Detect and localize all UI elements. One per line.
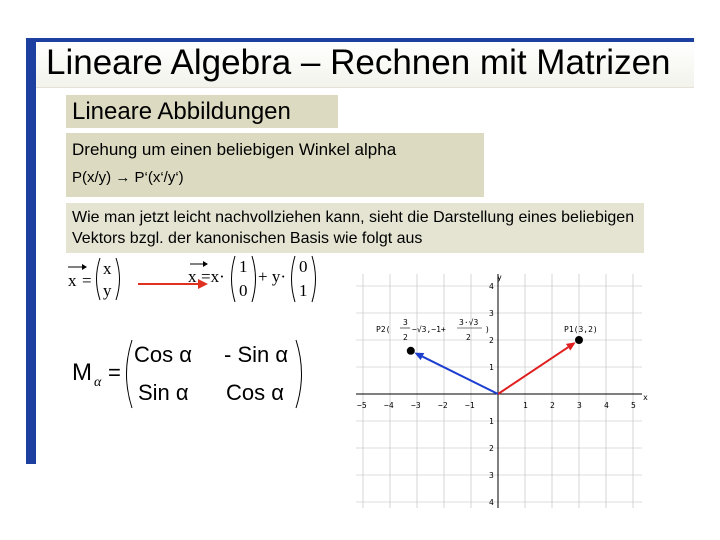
- slide-title: Lineare Algebra – Rechnen mit Matrizen: [46, 43, 671, 82]
- y-tick-label: 3: [489, 309, 494, 318]
- y-tick-label: 4: [489, 498, 494, 507]
- p2-mid: −√3,−1+: [412, 325, 446, 334]
- explanation-note: Wie man jetzt leicht nachvollziehen kann, sieht die Darstellung eines beliebigen Vektors bzgl. der kanonischen Basis wie folgt aus: [66, 203, 644, 253]
- y-tick-label: 4: [489, 282, 494, 291]
- matrix-a11: Cos α: [134, 342, 192, 367]
- matrix-equals: =: [108, 360, 121, 385]
- x-tick-label: 1: [523, 401, 528, 410]
- matrix-a12: - Sin α: [224, 342, 289, 367]
- graph-grid: [356, 274, 642, 508]
- p2-frac1-num: 3: [403, 318, 408, 327]
- x-tick-label: −3: [411, 401, 421, 410]
- matrix-a22: Cos α: [226, 380, 284, 405]
- vector-p1-head-icon: [566, 342, 576, 350]
- x-tick-label: 2: [550, 401, 555, 410]
- vector-p1: [498, 347, 568, 394]
- p2-label: [376, 318, 490, 342]
- x-tick-label: −1: [465, 401, 475, 410]
- p2-frac2-num: 3·√3: [459, 318, 479, 327]
- y-axis-label: y: [497, 273, 502, 282]
- y-tick-label: 2: [489, 444, 494, 453]
- p2-close: ): [485, 325, 490, 334]
- lhs-bottom: y: [103, 281, 112, 300]
- x-tick-label: 3: [577, 401, 582, 410]
- matrix-name: M: [72, 359, 92, 386]
- e2-top: 0: [299, 257, 308, 276]
- x-tick-label: −2: [438, 401, 448, 410]
- y-tick-label: 2: [489, 336, 494, 345]
- rotation-heading-box: [66, 133, 484, 197]
- rotation-graph: [352, 268, 656, 512]
- y-tick-label: 3: [489, 471, 494, 480]
- y-tick-label: 1: [489, 417, 494, 426]
- p2-label-start: P2(: [376, 325, 391, 334]
- e2-bottom: 1: [299, 281, 308, 300]
- rhs-eq: =x·: [201, 267, 225, 286]
- point-p2: [407, 347, 415, 355]
- lhs-equals: =: [82, 271, 92, 290]
- rotation-heading: Drehung um einen beliebigen Winkel alpha: [72, 140, 397, 159]
- x-tick-label: 4: [604, 401, 609, 410]
- matrix-subscript: α: [94, 375, 102, 390]
- p1-label: P1(3,2): [564, 325, 598, 334]
- x-tick-label: −4: [384, 401, 394, 410]
- slide-left-bar: [26, 38, 36, 464]
- x-axis-label: x: [643, 393, 648, 402]
- plus-y: + y·: [258, 267, 286, 286]
- e1-top: 1: [239, 257, 248, 276]
- lhs-vector-x: x: [68, 271, 77, 290]
- point-mapping: P(x/y) → P‘(x‘/y‘): [72, 169, 184, 186]
- e1-bottom: 0: [239, 281, 248, 300]
- point-p1: [575, 336, 583, 344]
- lhs-top: x: [103, 259, 112, 278]
- vector-p2: [422, 357, 498, 394]
- p2-frac2-den: 2: [466, 333, 471, 342]
- section-subtitle: Lineare Abbildungen: [66, 95, 338, 128]
- x-tick-label: 5: [631, 401, 636, 410]
- matrix-a21: Sin α: [138, 380, 189, 405]
- rhs-vector-x: x: [188, 267, 197, 286]
- vector-equation: [60, 252, 360, 312]
- p2-frac1-den: 2: [403, 333, 408, 342]
- y-tick-label: 1: [489, 363, 494, 372]
- x-tick-label: −5: [357, 401, 367, 410]
- rotation-matrix: [66, 334, 316, 414]
